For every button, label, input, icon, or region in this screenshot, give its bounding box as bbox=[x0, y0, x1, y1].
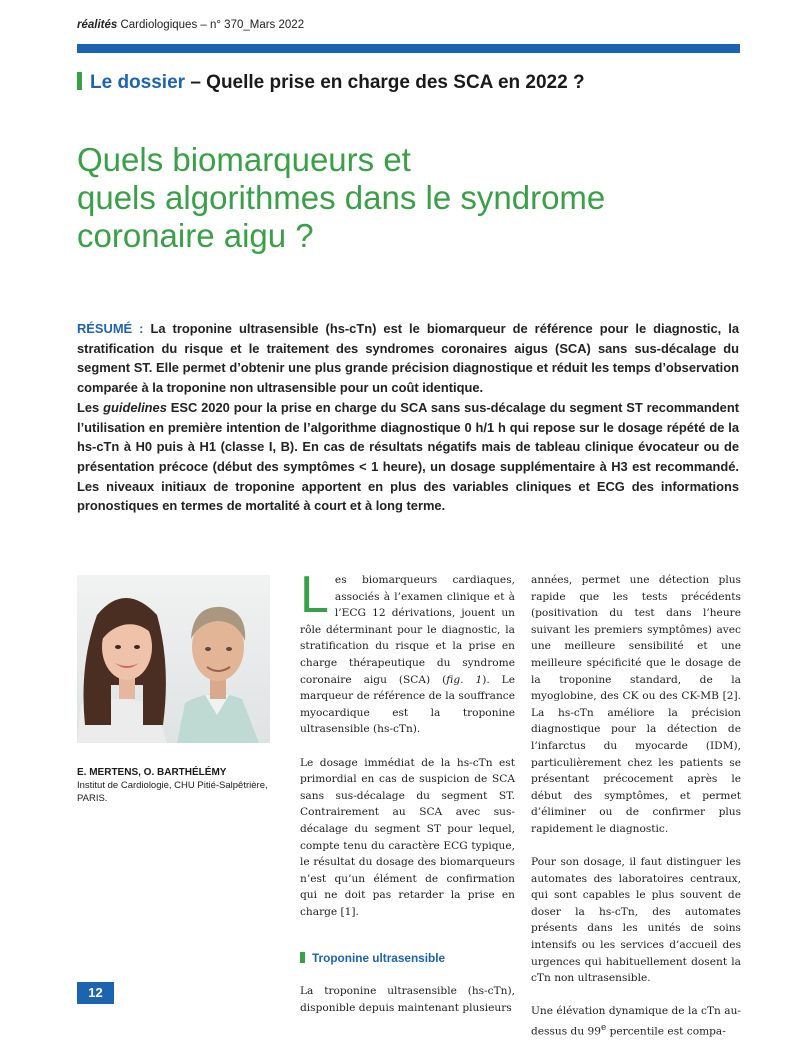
subsection-heading bbox=[300, 950, 515, 967]
author-block bbox=[77, 766, 277, 805]
section-topic: – Quelle prise en charge des SCA en 2022 ? bbox=[185, 72, 585, 93]
section-label: Le dossier bbox=[90, 72, 186, 93]
journal-brand: réalités bbox=[77, 19, 118, 31]
page-number: 12 bbox=[77, 982, 114, 1004]
subsection-marker bbox=[300, 952, 305, 963]
abstract-text: La troponine ultrasensible (hs-cTn) est le biomarqueur de référence pour le diagnostic, la stratification du risque et le traitement des syndromes coronaires aigus (SCA) sans sus-décalage du segment ST. Elle permet d’obtenir une plus grande précision diagnostique et réduit les temps d’observation comparée à la troponine non ultrasensible pour un coût identique. bbox=[77, 321, 739, 396]
body-column-1 bbox=[300, 566, 515, 1016]
body-paragraph bbox=[300, 566, 515, 738]
subsection-label: Troponine ultrasensible bbox=[312, 951, 446, 966]
body-paragraph: Le dosage immédiat de la hs-cTn est primordial en cas de suspicion de SCA sans sus-décalage du segment ST. Contrairement au SCA avec sus-décalage du segment ST pour lequel, compte tenu du caractère ECG typique, le résultat du dosage des biomarqueurs n’est qu’un élément de confirmation qui ne doit pas retarder la prise en charge [1]. bbox=[300, 756, 515, 918]
author-photo-illustration bbox=[77, 575, 270, 743]
author-photo bbox=[77, 575, 270, 743]
body-text: Une élévation dynamique de la cTn au-dessus du 99 bbox=[531, 1005, 741, 1038]
article-title bbox=[77, 141, 737, 255]
body-paragraph bbox=[531, 1003, 741, 1040]
abstract-italic: guidelines bbox=[103, 399, 167, 415]
abstract-paragraph bbox=[77, 319, 739, 398]
abstract-lead: RÉSUMÉ : bbox=[77, 321, 144, 336]
body-text: percentile est compa- bbox=[606, 1025, 726, 1038]
body-paragraph: années, permet une détection plus rapide que les tests précédents (positivation du test dans l’heure suivant les premiers symptômes) avec une meilleure sensibilité et une meilleure spécificité que le dosage de la troponine standard, de la myoglobine, des CK ou des CK-MB [2]. La hs-cTn améliore la précision diagnostique pour la détection de l’infarctus du myocarde (IDM), particulièrement chez les patients se présentant précocement après le début des symptômes, et permet d’éliminer ou de confirmer plus rapidement le diagnostic. bbox=[531, 574, 741, 835]
section-marker bbox=[77, 72, 82, 90]
header-rule bbox=[77, 44, 740, 53]
author-affiliation: Institut de Cardiologie, CHU Pitié-Salpêtrière, PARIS. bbox=[77, 780, 268, 804]
body-text: ). Le marqueur de référence de la souffrance myocardique est la troponine ultrasensible (hs-cTn). bbox=[300, 673, 515, 736]
author-names: E. MERTENS, O. BARTHÉLÉMY bbox=[77, 767, 227, 778]
body-paragraph: La troponine ultrasensible (hs-cTn), disponible depuis maintenant plusieurs bbox=[300, 985, 515, 1014]
title-line: Quels biomarqueurs et bbox=[77, 141, 411, 178]
drop-cap: L bbox=[300, 566, 329, 624]
body-paragraph: Pour son dosage, il faut distinguer les automates des laboratoires centraux, qui sont capables le plus souvent de doser la hs-cTn, des automates présents dans les unités de soins intensifs ou les services d’accueil des urgences qui habituellement dosent la cTn non ultrasensible. bbox=[531, 856, 741, 985]
figure-reference[interactable]: fig. 1 bbox=[446, 673, 483, 686]
abstract-text: ESC 2020 pour la prise en charge du SCA sans sus-décalage du segment ST recommandent l’utilisation en première intention de l’algorithme diagnostique 0 h/1 h qui repose sur le dosage répété de la hs-cTn à H0 puis à H1 (classe I, B). En cas de résultats négatifs mais de tableau clinique évocateur ou de présentation précoce (début des symptômes < 1 heure), un dosage supplémentaire à H3 est recommandé. Les niveaux initiaux de troponine apportent en plus des variables cliniques et ECG des informations pronostiques en termes de mortalité à court et à long terme. bbox=[77, 399, 740, 514]
abstract bbox=[77, 319, 739, 516]
abstract-text: Les bbox=[77, 399, 104, 415]
title-line: coronaire aigu ? bbox=[77, 217, 314, 254]
superscript: e bbox=[601, 1023, 607, 1034]
title-line: quels algorithmes dans le syndrome bbox=[77, 179, 606, 216]
body-column-2 bbox=[531, 572, 741, 1040]
journal-issue: Cardiologiques – n° 370_Mars 2022 bbox=[117, 19, 305, 31]
body-text: es biomarqueurs cardiaques, associés à l’examen clinique et à l’ECG 12 dérivations, jouent un rôle déterminant pour le diagnostic, la stratification du risque et la prise en charge thérapeutique du syndrome coronaire aigu (SCA) ( bbox=[300, 574, 515, 686]
abstract-paragraph bbox=[77, 398, 739, 516]
running-header bbox=[77, 19, 304, 31]
section-banner bbox=[77, 72, 585, 94]
